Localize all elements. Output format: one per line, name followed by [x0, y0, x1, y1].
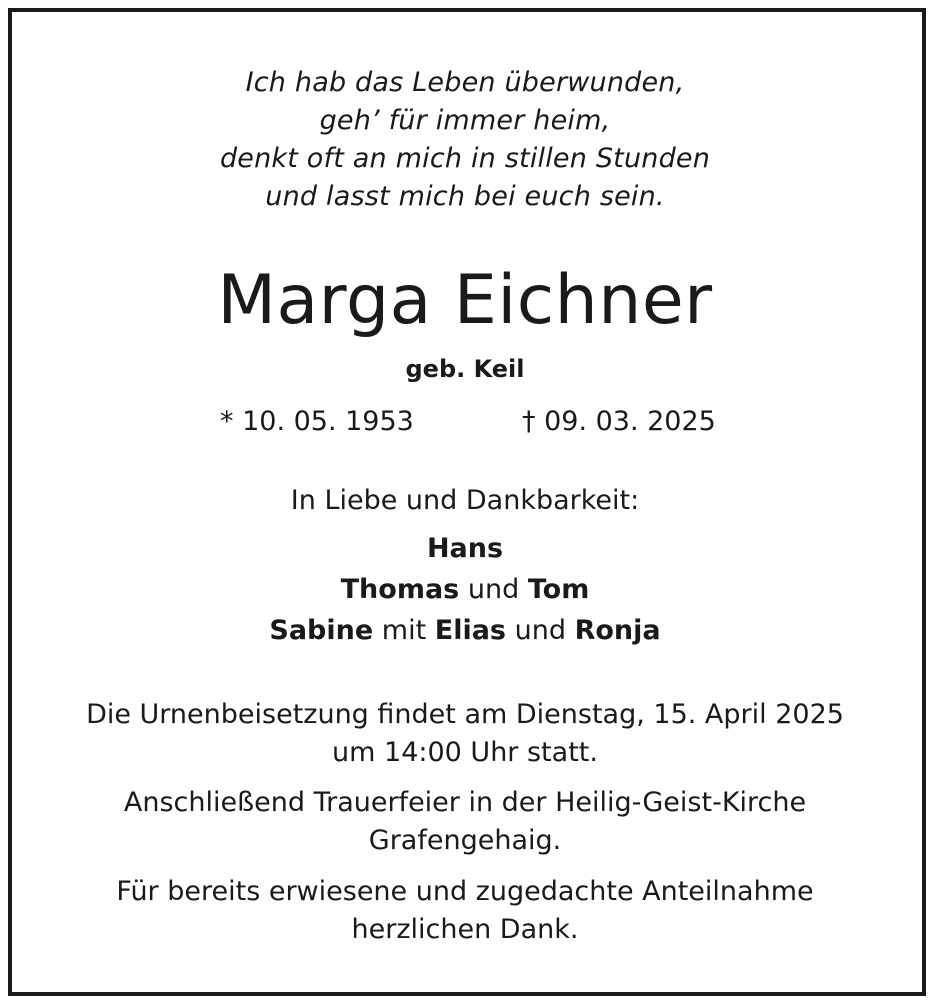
- notice-line: Anschließend Trauerfeier in der Heilig-Geist-Kirche: [123, 787, 807, 818]
- conjunction: und: [514, 615, 566, 646]
- mourner-name: Hans: [426, 533, 504, 564]
- mourners-list: [12, 528, 918, 651]
- deceased-name: Marga Eichner: [217, 261, 713, 340]
- maiden-name: geb. Keil: [405, 355, 525, 383]
- notice-line: Für bereits erwiesene und zugedachte Anteilnahme: [116, 876, 814, 907]
- conjunction: und: [467, 574, 520, 605]
- poem-line: und lasst mich bei euch sein.: [265, 181, 665, 212]
- mourner-line: [12, 610, 918, 651]
- mourner-name: Tom: [527, 574, 590, 605]
- poem-line: geh’ für immer heim,: [319, 105, 611, 136]
- burial-notice: [12, 696, 918, 772]
- mourner-name: Sabine: [269, 615, 374, 646]
- obituary-notice: [12, 12, 918, 988]
- life-dates: [12, 400, 918, 444]
- mourner-name: Ronja: [574, 615, 661, 646]
- notice-line: um 14:00 Uhr statt.: [332, 737, 598, 768]
- mourner-name: Thomas: [340, 574, 460, 605]
- service-notice: [12, 784, 918, 860]
- mourner-line: [12, 569, 918, 610]
- mourner-name: Elias: [434, 615, 506, 646]
- memorial-poem: [12, 64, 918, 216]
- mourners-intro: In Liebe und Dankbarkeit:: [290, 485, 640, 516]
- notice-line: Grafengehaig.: [368, 825, 562, 856]
- birth-date: * 10. 05. 1953: [220, 406, 414, 437]
- notice-line: herzlichen Dank.: [351, 914, 579, 945]
- conjunction: mit: [381, 615, 427, 646]
- death-date: † 09. 03. 2025: [522, 406, 716, 437]
- notice-line: Die Urnenbeisetzung findet am Dienstag, 15. April 2025: [86, 699, 844, 730]
- thanks-notice: [12, 873, 918, 949]
- mourner-line: [12, 528, 918, 569]
- poem-line: denkt oft an mich in stillen Stunden: [219, 143, 711, 174]
- poem-line: Ich hab das Leben überwunden,: [245, 67, 685, 98]
